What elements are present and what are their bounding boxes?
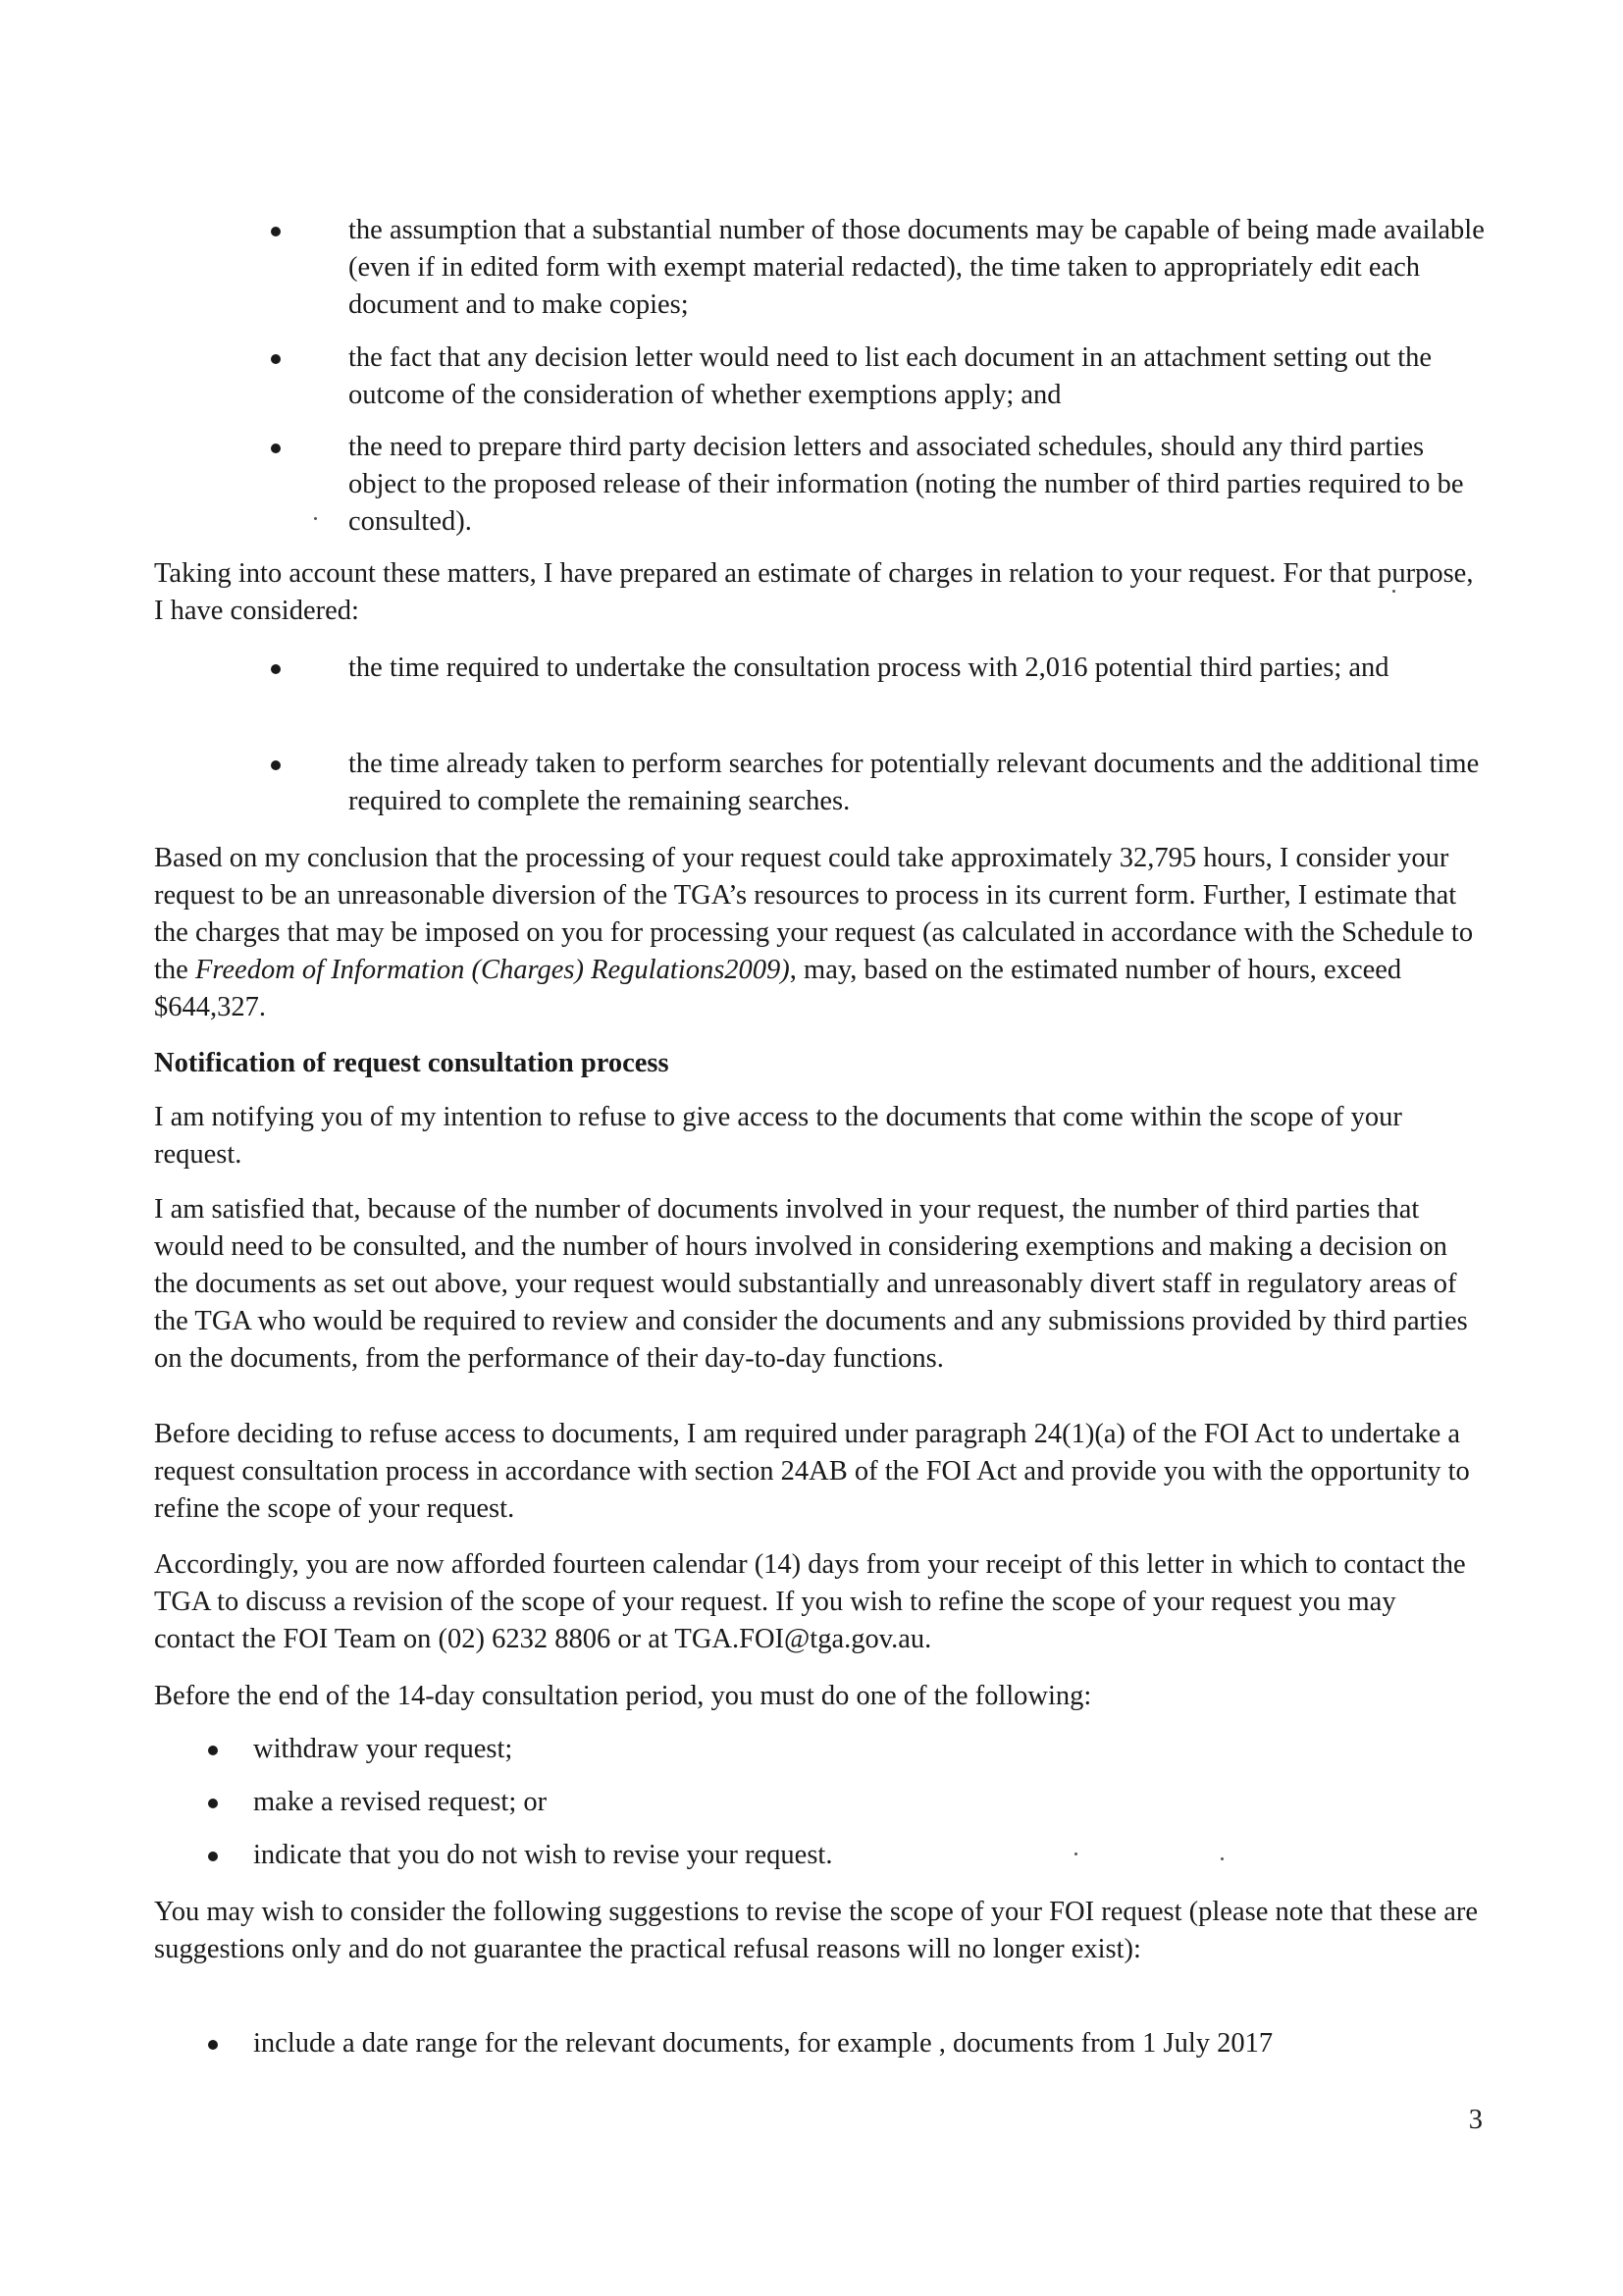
- bullet-icon: [208, 1746, 218, 1755]
- regulation-title: Freedom of Information (Charges) Regulations2009): [194, 955, 790, 985]
- list-item: [0, 212, 1623, 330]
- bullet-icon: [208, 1852, 218, 1861]
- section-heading: Notification of request consultation process: [154, 1048, 669, 1078]
- list-item-text: include a date range for the relevant documents, for example , documents from 1 July 2017: [253, 2028, 1274, 2059]
- paragraph-based-on-conclusion: [154, 840, 1481, 1026]
- list-item-text: the time already taken to perform searches for potentially relevant documents and the additional time required to complete the remaining searches.: [348, 749, 1480, 816]
- bullet-icon: [271, 354, 281, 364]
- list-item: [0, 1837, 1623, 1876]
- bullet-icon: [271, 664, 281, 674]
- list-item-text: the fact that any decision letter would need to list each document in an attachment setting out the outcome of the consideration of whether exemptions apply; and: [348, 342, 1433, 410]
- list-item: [0, 650, 1623, 728]
- paragraph-notifying: I am notifying you of my intention to refuse to give access to the documents that come within the scope of your request.: [154, 1102, 1402, 1170]
- scan-speck: [1392, 590, 1395, 593]
- bullet-icon: [208, 1799, 218, 1808]
- bullet-icon: [271, 444, 281, 453]
- list-item: [0, 1731, 1623, 1770]
- scan-speck: [1221, 1857, 1224, 1860]
- list-item: [0, 339, 1623, 418]
- bullet-icon: [271, 227, 281, 236]
- list-item-text: make a revised request; or: [253, 1787, 548, 1817]
- paragraph-taking-into-account: Taking into account these matters, I have prepared an estimate of charges in relation to your request. For that purpose, I have considered:: [154, 558, 1474, 626]
- list-item-text: the need to prepare third party decision letters and associated schedules, should any third parties object to the proposed release of their information (noting the number of third parties required to be consulted).: [348, 432, 1464, 537]
- paragraph-accordingly: Accordingly, you are now afforded fourteen calendar (14) days from your receipt of this letter in which to contact the TGA to discuss a revision of the scope of your request. If you wish to refine the scope of your request you may contact the FOI Team on (02) 6232 8806 or at TGA.FOI@tga.gov.au.: [154, 1549, 1466, 1654]
- list-item-text: indicate that you do not wish to revise your request.: [253, 1840, 833, 1870]
- paragraph-suggestions: You may wish to consider the following suggestions to revise the scope of your FOI request (please note that these are suggestions only and do not guarantee the practical refusal reasons will no longer exist):: [154, 1897, 1478, 1964]
- scan-speck: [1074, 1852, 1077, 1855]
- list-item: [0, 1784, 1623, 1823]
- list-item: [0, 2025, 1623, 2064]
- paragraph-satisfied: I am satisfied that, because of the number of documents involved in your request, the number of third parties that would need to be consulted, and the number of hours involved in considering exemptions and making a decision on the documents as set out above, your request would substantially and unreasonably divert staff in regulatory areas of the TGA who would be required to review and consider the documents and any submissions provided by third parties on the documents, from the performance of their day-to-day functions.: [154, 1194, 1468, 1374]
- list-item-text: withdraw your request;: [253, 1734, 513, 1764]
- page-number: 3: [1468, 2105, 1483, 2135]
- paragraph-text: , may, based on the estimated number of hours, exceed $644,327.: [154, 955, 1402, 1022]
- list-item-text: the time required to undertake the consultation process with 2,016 potential third parties; and: [348, 652, 1389, 683]
- bullet-icon: [208, 2040, 218, 2050]
- paragraph-before-end: Before the end of the 14-day consultation period, you must do one of the following:: [154, 1681, 1092, 1711]
- list-item: [0, 429, 1623, 547]
- paragraph-text: Based on my conclusion that the processing of your request could take approximately 32,795 hours, I consider your request to be an unreasonable diversion of the TGA’s resources to process in its current form. Further, I estimate that the charges that may be imposed on you for processing your request (as calculated in accordance with the Schedule to the: [154, 843, 1474, 985]
- scan-speck: [314, 517, 317, 520]
- list-item-text: the assumption that a substantial number of those documents may be capable of being made available (even if in edited form with exempt material redacted), the time taken to appropriately edit each document and to make copies;: [348, 215, 1485, 320]
- bullet-icon: [271, 760, 281, 770]
- list-item: [0, 746, 1623, 824]
- paragraph-before-deciding: Before deciding to refuse access to documents, I am required under paragraph 24(1)(a) of the FOI Act to undertake a request consultation process in accordance with section 24AB of the FOI Act and provide you with the opportunity to refine the scope of your request.: [154, 1419, 1470, 1524]
